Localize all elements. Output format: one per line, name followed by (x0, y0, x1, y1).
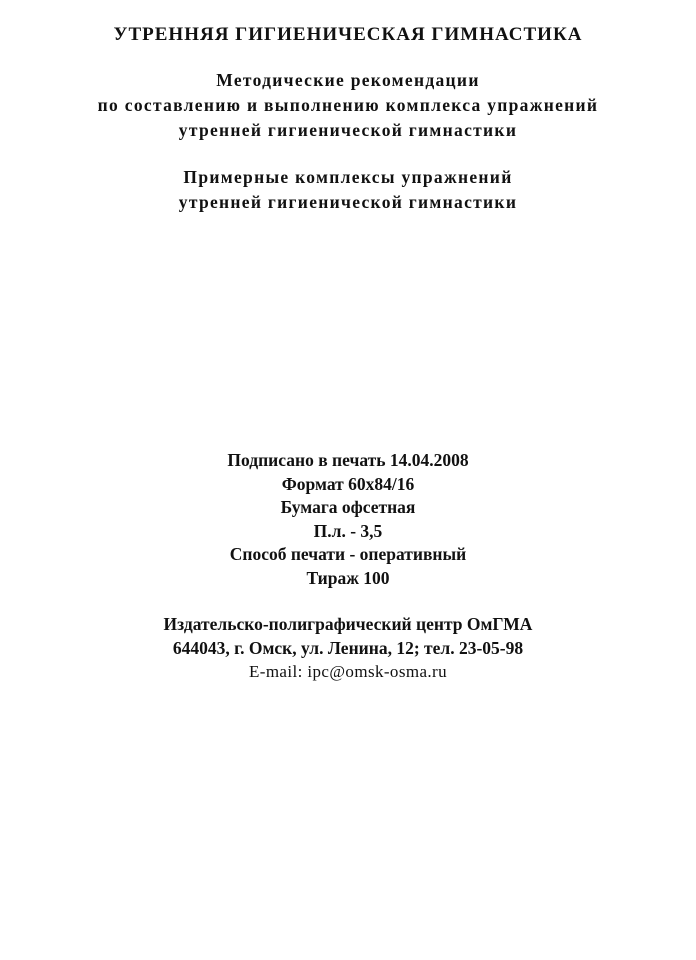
publisher-email: E-mail: ipc@omsk-osma.ru (248, 662, 448, 681)
publisher-address: 644043, г. Омск, ул. Ленина, 12; тел. 23-05-98 (172, 638, 524, 658)
imprint-print-method: Способ печати - оперативный (229, 544, 467, 564)
section1-line-1: Методические рекомендации (216, 70, 480, 90)
section2-line-1: Примерные комплексы упражнений (183, 167, 513, 187)
imprint-circulation: Тираж 100 (306, 568, 390, 588)
imprint-format: Формат 60x84/16 (281, 474, 415, 494)
imprint-signed: Подписано в печать 14.04.2008 (227, 450, 469, 470)
imprint-sheets: П.л. - 3,5 (313, 521, 383, 541)
section1-line-3: утренней гигиенической гимнастики (178, 120, 518, 140)
section1-line-2: по составлению и выполнению комплекса упражнений (97, 95, 599, 115)
publisher-name: Издательско-полиграфический центр ОмГМА (163, 614, 533, 634)
document-title: УТРЕННЯЯ ГИГИЕНИЧЕСКАЯ ГИМНАСТИКА (113, 24, 583, 45)
section2-line-2: утренней гигиенической гимнастики (178, 192, 518, 212)
imprint-paper: Бумага офсетная (280, 497, 416, 517)
